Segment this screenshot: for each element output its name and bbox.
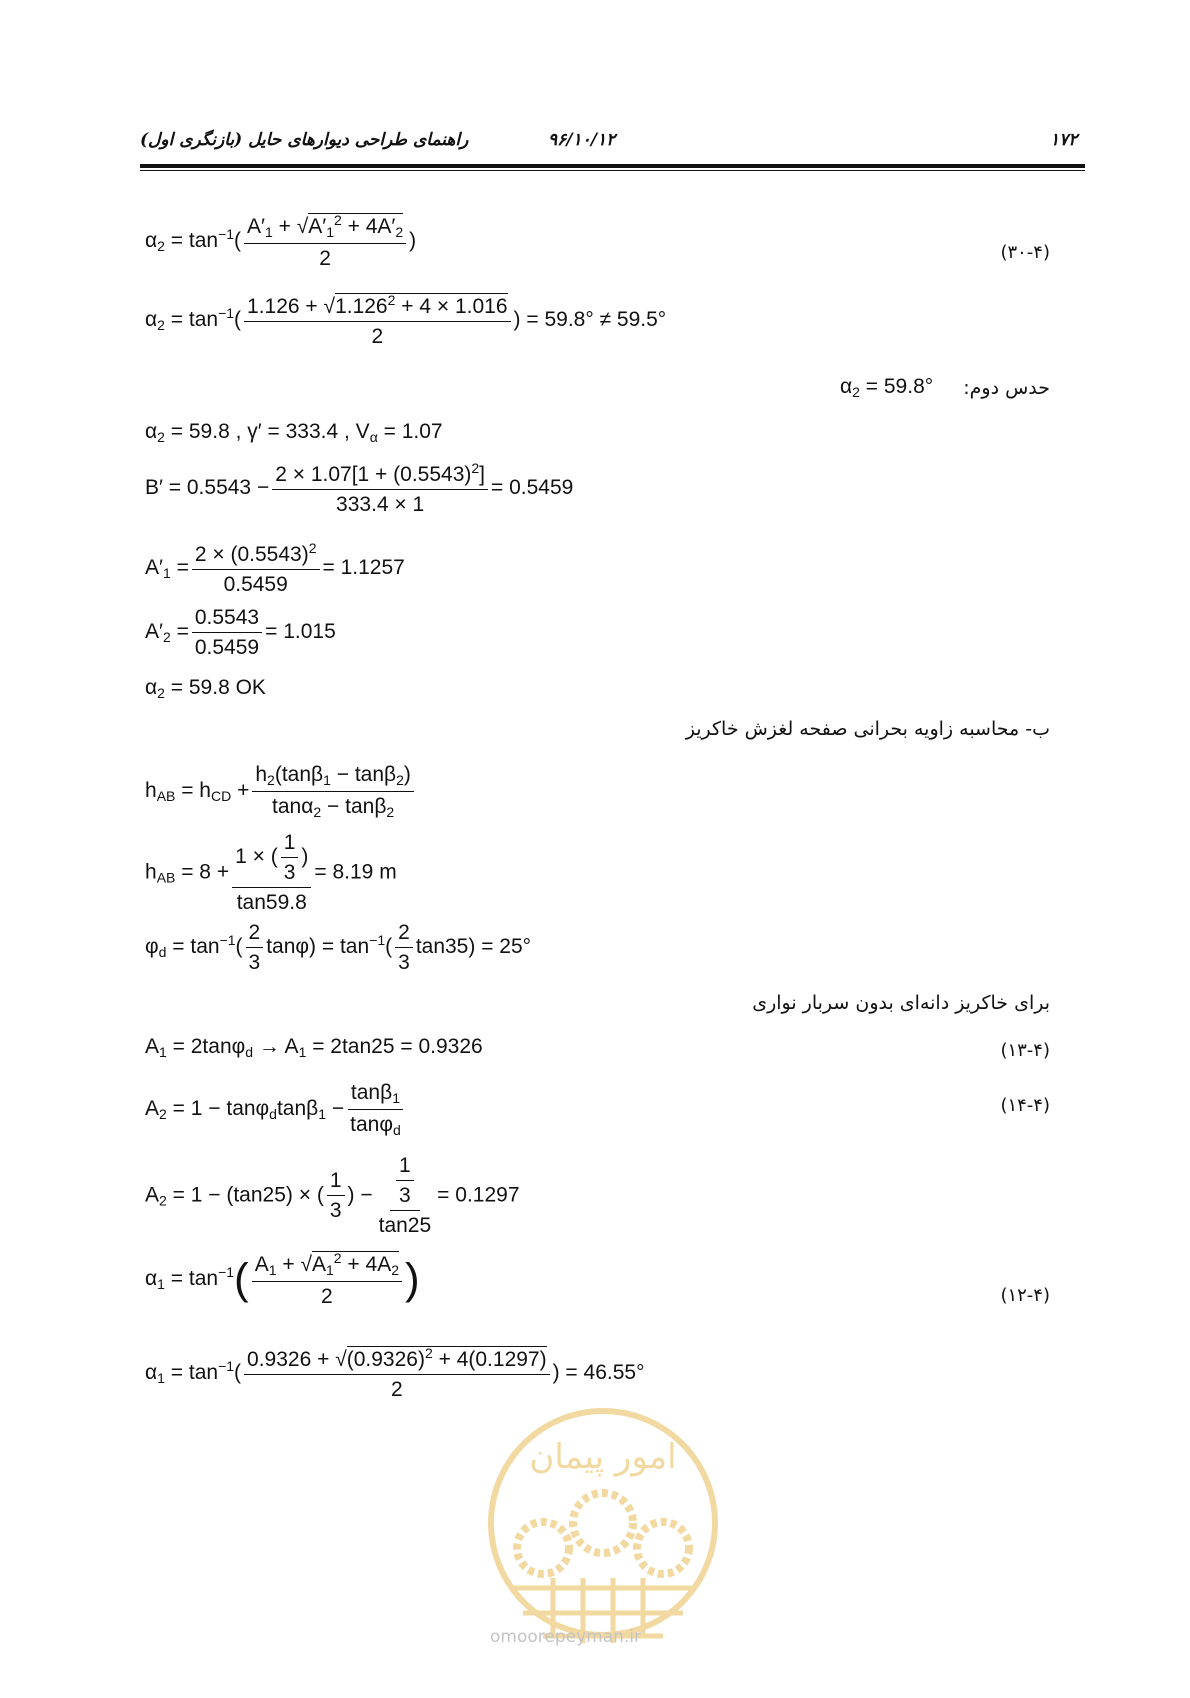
fraction: $\frac{h_2(\tan\beta_1 - \tan\beta_2)}{\tan\alpha_2 - \tan\beta_2}$ — [252, 762, 414, 821]
equation-a2-general: $A_2 = 1 - \tan\varphi_d\tan\beta_1$ − $\frac{\tan\beta_1}{\tan\varphi_d}$ — [145, 1080, 407, 1139]
equation-alpha1-general: $\alpha_1 = \tan^{-1}$( $\frac{A_1 + √A_1^2 + 4A_2}{2}$ ) — [145, 1250, 420, 1308]
fraction: $\frac{1}{3}$ — [396, 1153, 414, 1208]
equation-a2-numeric: $A_2 = 1 - (\tan 25)$ × ( $\frac{1}{3}$ ) − $\frac{\frac{1}{3}}{\tan 25}$ = 0.1297 — [145, 1154, 520, 1238]
fraction: 1 × ( $\frac{1}{3}$ ) tan59.8 — [232, 830, 311, 916]
equation-number-14-4: (۱۴-۴) — [1000, 1095, 1050, 1116]
section-b-heading: ب- محاسبه زاویه بحرانی صفحه لغزش خاکریز — [685, 718, 1050, 740]
equation-alpha2-general: $\alpha_2 = \tan^{-1}$( $\frac{A'_1 + √A'_1^2 + 4A'_2}{2}$ ) — [145, 212, 417, 270]
header-title: راهنمای طراحی دیوارهای حایل (بازنگری اول) — [140, 130, 469, 150]
watermark-site-text: omoorepeyman.ir — [490, 1627, 642, 1647]
second-guess-value: $\alpha_2 = 59.8^\circ$ — [840, 375, 934, 400]
fraction: $\frac{\tan\beta_1}{\tan\varphi_d}$ — [347, 1080, 404, 1139]
equation-number-12-4: (۱۲-۴) — [1000, 1285, 1050, 1306]
equation-a1-prime: $A'_1$ = $\frac{2 \times (0.5543)^2}{0.5459}$ = 1.1257 — [145, 540, 405, 597]
header-rule-thin — [140, 170, 1085, 171]
fraction: $\frac{A'_1 + √A'_1^2 + 4A'_2}{2}$ — [244, 212, 406, 271]
equation-phi-d: $\varphi_d = \tan^{-1}$( $\frac{2}{3}$ $\tan\varphi) = \tan^{-1}$( $\frac{2}{3}$ tan35) = 25° — [145, 921, 532, 975]
watermark-logo-text: امور پیمان — [529, 1437, 677, 1477]
header-date: ۹۶/۱۰/۱۲ — [548, 130, 616, 150]
header-rule-thick — [140, 164, 1085, 168]
fraction: $\frac{\frac{1}{3}}{\tan 25}$ — [378, 1154, 432, 1238]
second-guess-label: حدس دوم: — [963, 377, 1050, 399]
fraction: $\frac{2}{3}$ — [395, 920, 413, 975]
fraction: $\frac{1}{3}$ — [281, 830, 299, 885]
equation-a1: $A_1 = 2\tan\varphi_d \to A_1 = 2\tan 25 = 0.9326$ — [145, 1035, 483, 1060]
fraction: $\frac{2}{3}$ — [246, 920, 264, 975]
watermark-logo — [483, 1398, 723, 1698]
fraction: $\frac{1.126 + √1.126^2 + 4 \times 1.016}{2}$ — [244, 292, 510, 349]
fraction: $\frac{2 \times (0.5543)^2}{0.5459}$ — [192, 540, 320, 597]
granular-backfill-label: برای خاکریز دانه‌ای بدون سربار نواری — [752, 992, 1050, 1014]
equation-number-13-4: (۱۳-۴) — [1000, 1040, 1050, 1061]
alpha2-ok-line: $\alpha_2 = 59.8$ OK — [145, 676, 266, 701]
equation-number-30-4: (۳۰-۴) — [1000, 242, 1050, 263]
equation-hab-numeric: $h_{AB} = 8$ + 1 × ( $\frac{1}{3}$ ) tan59.8 = 8.19 m — [145, 831, 397, 915]
equation-alpha2-numeric: $\alpha_2 = \tan^{-1}$( $\frac{1.126 + √1.126^2 + 4 \times 1.016}{2}$ ) = 59.8° ≠ 59.5° — [145, 292, 667, 349]
fraction: $\frac{1}{3}$ — [327, 1168, 345, 1223]
fraction: $\frac{0.5543}{0.5459}$ — [192, 605, 262, 660]
equation-hab-general: $h_{AB} = h_{CD}$ + $\frac{h_2(\tan\beta_1 - \tan\beta_2)}{\tan\alpha_2 - \tan\beta_2}$ — [145, 762, 417, 821]
fraction: $\frac{2 \times 1.07[1 + (0.5543)^2]}{333.4 \times 1}$ — [272, 460, 488, 517]
parameters-line: $\alpha_2 = 59.8$ , γ′ = 333.4 , $V_\alpha = 1.07$ — [145, 420, 443, 445]
equation-b-prime: B′ = 0.5543 − $\frac{2 \times 1.07[1 + (0.5543)^2]}{333.4 \times 1}$ = 0.5459 — [145, 460, 574, 517]
equation-a2-prime: $A'_2$ = $\frac{0.5543}{0.5459}$ = 1.015 — [145, 606, 336, 660]
equation-alpha1-numeric: $\alpha_1 = \tan^{-1}$( $\frac{0.9326 + √(0.9326)^2 + 4(0.1297)}{2}$ ) = 46.55° — [145, 1345, 645, 1402]
page-number: ۱۷۲ — [1050, 130, 1078, 150]
fraction: $\frac{A_1 + √A_1^2 + 4A_2}{2}$ — [252, 1250, 402, 1309]
fraction: $\frac{0.9326 + √(0.9326)^2 + 4(0.1297)}{2}$ — [244, 1345, 550, 1402]
